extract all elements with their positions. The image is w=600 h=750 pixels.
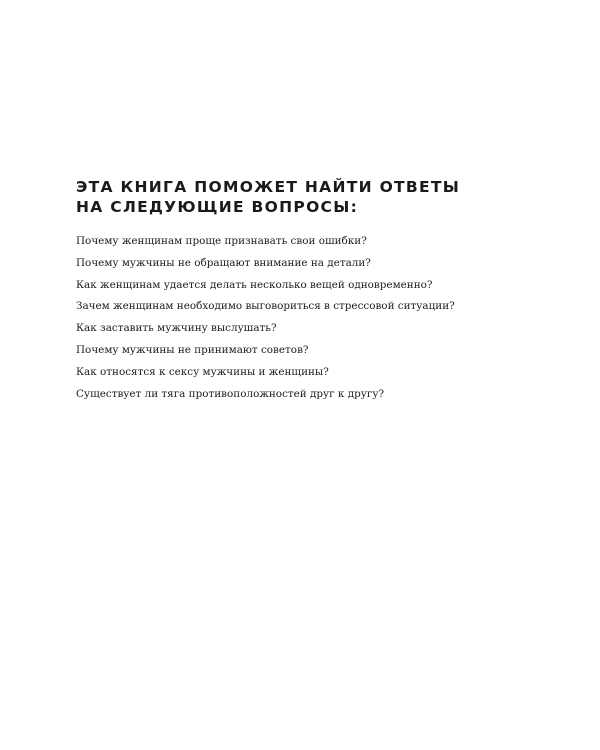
heading-line-1: ЭТА КНИГА ПОМОЖЕТ НАЙТИ ОТВЕТЫ (76, 178, 461, 196)
question-item: Как заставить мужчину выслушать? (76, 322, 277, 335)
question-item: Почему женщинам проще признавать свои ошибки? (76, 235, 367, 247)
questions-list (76, 231, 455, 405)
heading-line-2: НА СЛЕДУЮЩИЕ ВОПРОСЫ: (76, 198, 359, 216)
question-item: Существует ли тяга противоположностей друг к другу? (76, 387, 385, 400)
page-heading (76, 177, 460, 217)
question-item: Как женщинам удается делать несколько вещей одновременно? (76, 278, 433, 291)
question-item: Почему мужчины не обращают внимание на детали? (76, 256, 371, 269)
question-item: Почему мужчины не принимают советов? (76, 343, 309, 356)
question-item: Как относятся к сексу мужчины и женщины? (76, 365, 329, 378)
question-item: Зачем женщинам необходимо выговориться в стрессовой ситуации? (76, 300, 455, 313)
